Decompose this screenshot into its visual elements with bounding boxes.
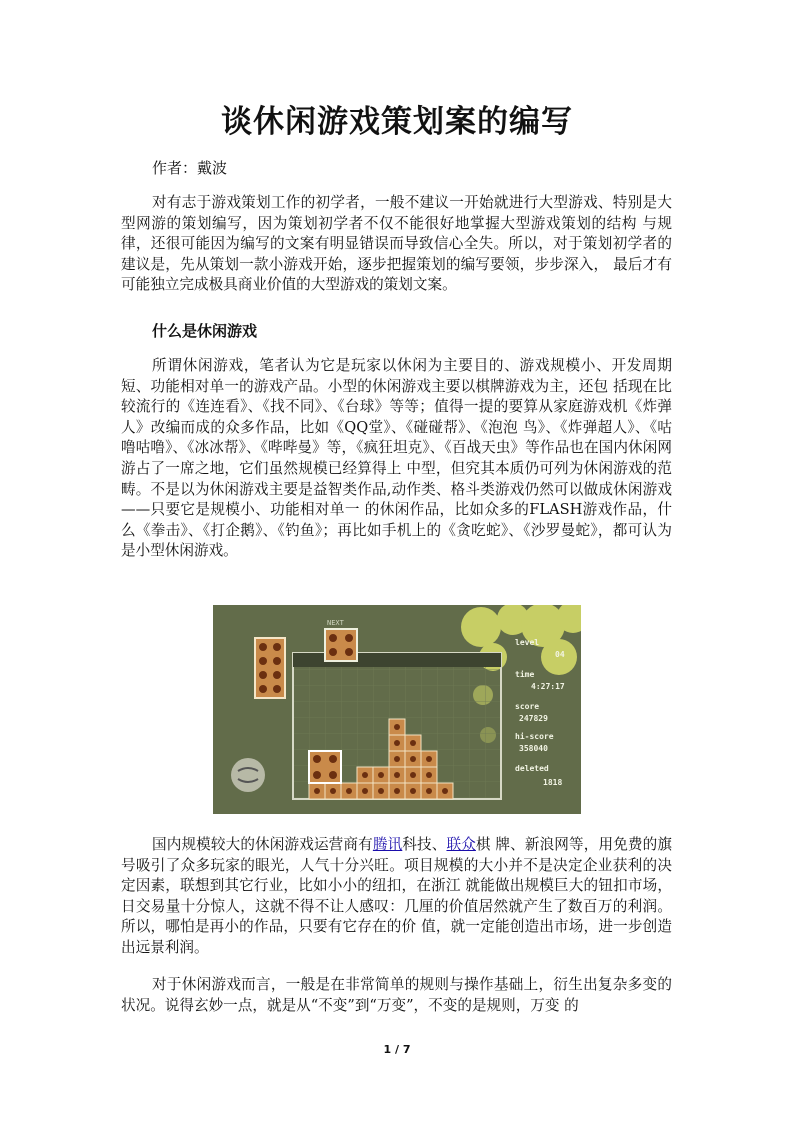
time-label: time [515, 670, 535, 679]
intro-paragraph: 对有志于游戏策划工作的初学者，一般不建议一开始就进行大型游戏、特别是大型网游的策划编写，因为策划初学者不仅不能很好地掌握大型游戏策划的结构 与规律，还很可能因为编写的文案有明显错误而导致信心全失。所以，对于策划初学者的建议是，先从策划一款小游戏开始，逐步把握策划的编写要领，步步深入， 最后才有可能独立完成极具商业价值的大型游戏的策划文案。 [121, 194, 672, 294]
score-value: 247829 [519, 714, 548, 723]
score-label: score [515, 702, 540, 711]
market-text-after: 棋 牌、新浪网等，用免费的旗号吸引了众多玩家的眼光，人气十分兴旺。项目规模的大小并不是决定企业获利的决定因素，联想到其它行业，比如小小的纽扣，在浙江 就能做出规模巨大的钮扣市场，日交易量十分惊人，这就不得不让人感叹：几厘的价值居然就产生了数百万的利润。所以，哪怕是再小的作品，只要有它存在的价 值，就一定能创造出市场，进一步创造出远景利润。 [121, 836, 672, 956]
deleted-label: deleted [515, 764, 549, 773]
market-text-middle: 科技、 [402, 836, 447, 853]
page-number: 1 / 7 [383, 1043, 411, 1056]
author-line: 作者：戴波 [152, 159, 228, 177]
time-value: 4:27:17 [531, 682, 565, 691]
definition-paragraph: 所谓休闲游戏，笔者认为它是玩家以休闲为主要目的、游戏规模小、开发周期短、功能相对单一的游戏产品。小型的休闲游戏主要以棋牌游戏为主，还包 括现在比较流行的《连连看》、《找不同》、《台球》等等；值得一提的要算从家庭游戏机《炸弹人》改编而成的众多作品，比如《QQ堂》、《碰碰帮》、《泡泡 鸟》、《炸弹超人》、《咕噜咕噜》、《冰冰帮》、《哔哔曼》等，《疯狂坦克》、《百战天虫》等作品也在国内休闲网游占了一席之地，它们虽然规模已经算得上 中型，但究其本质仍可列为休闲游戏的范畴。不是以为休闲游戏主要是益智类作品,动作类、格斗类游戏仍然可以做成休闲游戏——只要它是规模小、功能相对单一 的休闲作品，比如众多的FLASH游戏作品，什么《拳击》、《打企鹅》、《钓鱼》；再比如手机上的《贪吃蛇》、《沙罗曼蛇》，都可认为是小型休闲游戏。 [121, 357, 672, 560]
hiscore-value: 358040 [519, 744, 548, 753]
page-title: 谈休闲游戏策划案的编写 [221, 104, 573, 140]
hiscore-label: hi-score [515, 732, 554, 741]
next-piece [325, 629, 357, 661]
market-paragraph [121, 835, 672, 959]
game-screenshot [213, 605, 581, 814]
lianzhong-link[interactable]: 联众 [446, 836, 476, 853]
left-blocks [255, 638, 285, 698]
level-value: 04 [555, 650, 565, 659]
deleted-value: 1818 [543, 778, 563, 787]
falling-piece [309, 751, 341, 783]
section-heading: 什么是休闲游戏 [152, 322, 258, 340]
level-label: level [515, 638, 540, 647]
rules-paragraph: 对于休闲游戏而言，一般是在非常简单的规则与操作基础上，衍生出复杂多变的状况。说得玄妙一点，就是从“不变”到“万变”，不变的是规则，万变 的 [121, 976, 672, 1014]
tencent-link[interactable]: 腾讯 [372, 836, 403, 853]
ball-icon [231, 758, 265, 792]
next-label: NEXT [327, 619, 344, 627]
market-text-before: 国内规模较大的休闲游戏运营商有 [152, 836, 373, 853]
